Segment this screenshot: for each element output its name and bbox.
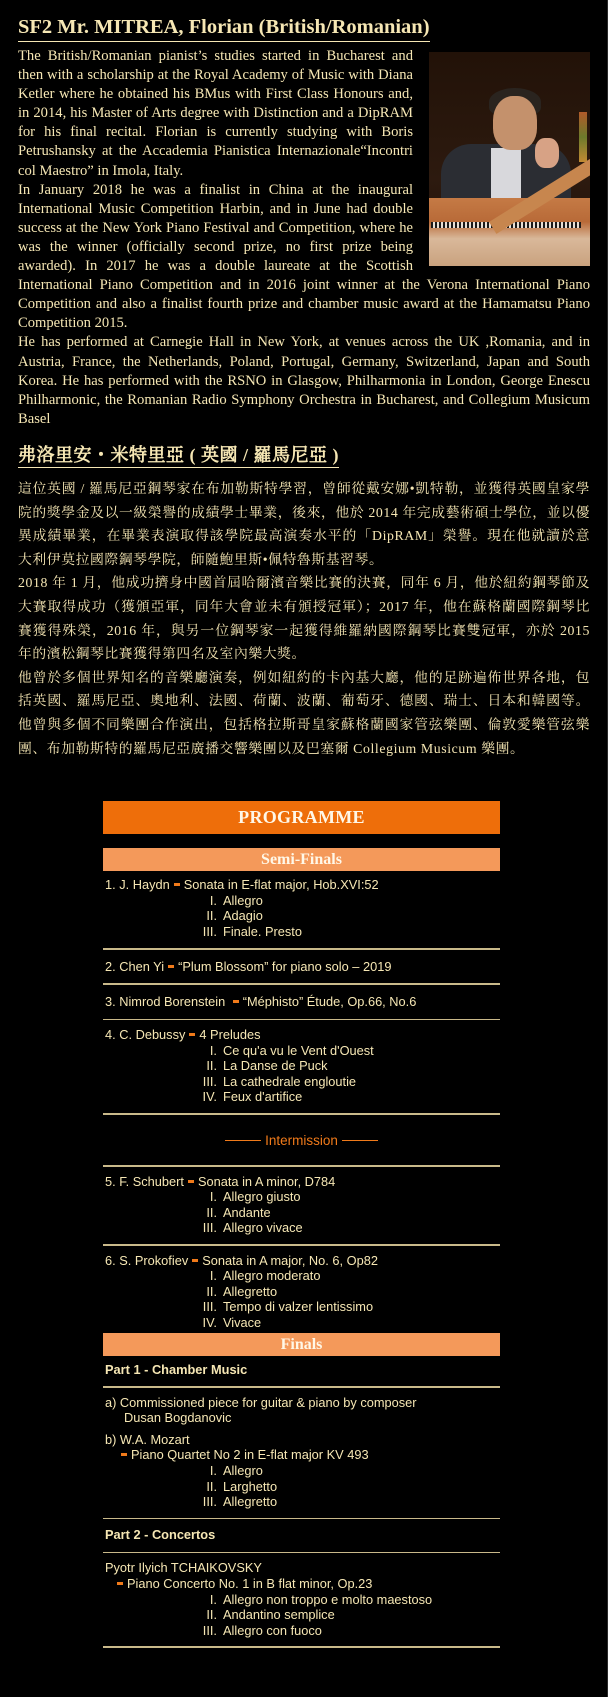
composer-name: Dusan Bogdanovic bbox=[124, 1410, 232, 1426]
separator-line bbox=[103, 1646, 500, 1648]
programme-item bbox=[103, 1020, 500, 1113]
movement: II. La Danse de Puck bbox=[206, 1058, 328, 1074]
chinese-bio-paragraph-2: 2018 年 1 月，他成功擠身中國首屆哈爾濱音樂比賽的決賽，同年 6 月，他於紐約鋼琴節及大賽取得成功（獲頒亞軍，同年大會並未有頒授冠軍）；2017 年，他在蘇格蘭國際鋼琴比賽獲得殊榮，2016 年，與另一位鋼琴家一起獲得維羅納國際鋼琴比賽雙冠軍，亦於 2015 年的濱松鋼琴比賽獲得第四名及室內樂大獎。 bbox=[18, 575, 590, 662]
movement: I. Allegro giusto bbox=[209, 1189, 301, 1205]
programme-item bbox=[103, 985, 500, 1019]
composer-name: 5. F. Schubert bbox=[105, 1173, 184, 1189]
work-title: Sonata in A major, No. 6, Op82 bbox=[202, 1252, 378, 1268]
english-biography bbox=[18, 47, 590, 429]
chinese-bio-paragraph-3: 他曾於多個世界知名的音樂廳演奏，例如紐約的卡內基大廳，他的足跡遍佈世界各地，包括英國、羅馬尼亞、奧地利、法國、荷蘭、波蘭、葡萄牙、德國、瑞士、日本和韓國等。他曾與多個不同樂團合作演出，包括格拉斯哥皇家蘇格蘭國家管弦樂團、倫敦愛樂管弦樂團、布加勒斯特的羅馬尼亞廣播交響樂團以及巴塞爾 Collegium Musicum 樂團。 bbox=[18, 669, 590, 756]
movement: II. Larghetto bbox=[206, 1478, 278, 1494]
semi-finals-title-bar: Semi-Finals bbox=[103, 848, 500, 871]
dash-icon bbox=[174, 883, 180, 886]
programme-item bbox=[103, 871, 500, 948]
programme-item bbox=[103, 1432, 500, 1518]
dash-icon bbox=[188, 1180, 194, 1183]
chinese-biography bbox=[18, 477, 590, 760]
movement: II. Andantino semplice bbox=[206, 1607, 335, 1623]
chinese-bio-paragraph-1: 這位英國 / 羅馬尼亞鋼琴家在布加勒斯特學習，曾師從戴安娜•凱特勒，並獲得英國皇家學院的獎學金及以一級榮譽的成績學士畢業，後來，他於 2014 年完成藝術碩士學位，並以優異成績畢業，在畢業表演取得該學院最高演奏水平的「DipRAM」榮譽。現在他就讀於意大利伊莫拉國際鋼琴學院，師隨鮑里斯•佩特魯斯基習琴。 bbox=[18, 481, 590, 567]
programme-item bbox=[103, 1388, 500, 1432]
dash-icon bbox=[168, 965, 174, 968]
semi-finals-list bbox=[103, 871, 500, 1333]
work-title: Sonata in E-flat major, Hob.XVI:52 bbox=[183, 877, 379, 892]
work-title: 4 Preludes bbox=[199, 1027, 261, 1043]
work-title: Sonata in A minor, D784 bbox=[197, 1173, 336, 1189]
english-name-heading: SF2 Mr. MITREA, Florian (British/Romanian) bbox=[18, 14, 430, 42]
composer-name: 2. Chen Yi bbox=[105, 958, 165, 974]
dash-icon bbox=[233, 1000, 239, 1003]
movement: III. Allegretto bbox=[202, 1494, 278, 1510]
movement: I. Allegro bbox=[209, 892, 263, 908]
movement: I. Allegro non troppo e molto maestoso bbox=[209, 1591, 433, 1607]
movement: I. Allegro bbox=[209, 1462, 263, 1478]
movement: II. Adagio bbox=[206, 908, 263, 924]
chinese-name-heading: 弗洛里安・米特里亞 ( 英國 / 羅馬尼亞 ) bbox=[18, 443, 339, 468]
movement: II. Andante bbox=[206, 1204, 271, 1220]
programme-section bbox=[103, 801, 500, 1648]
english-bio-paragraph-1: The British/Romanian pianist’s studies started in Bucharest and then with a scholarship at the Royal Academy of Music with Diana Ketler where he obtained his BMus with First Class Honours and, in 2014, his Master of Arts degree with Distinction and a DipRAM for his final recital. Florian is currently studying with Boris Petrushansky at the Accademia Pianistica Internazionale“Incontri col Maestro” in Imola, Italy. bbox=[18, 48, 413, 179]
finals-title-bar: Finals bbox=[103, 1333, 500, 1356]
dash-icon bbox=[117, 1582, 123, 1585]
composer-name: 3. Nimrod Borenstein bbox=[105, 993, 229, 1009]
rule-right bbox=[342, 1140, 378, 1141]
composer-name: Pyotr Ilyich TCHAIKOVSKY bbox=[105, 1560, 262, 1576]
work-title: Piano Quartet No 2 in E-flat major KV 493 bbox=[131, 1447, 369, 1463]
programme-item bbox=[103, 1246, 500, 1334]
movement: III. La cathedrale engloutie bbox=[202, 1073, 357, 1089]
dash-icon bbox=[192, 1259, 198, 1262]
programme-title-bar: PROGRAMME bbox=[103, 801, 500, 834]
work-title: “Méphisto” Étude, Op.66, No.6 bbox=[242, 993, 417, 1009]
composer-name: b) W.A. Mozart bbox=[105, 1431, 190, 1447]
composer-name: 6. S. Prokofiev bbox=[105, 1252, 189, 1268]
rule-left bbox=[225, 1140, 261, 1141]
dash-icon bbox=[189, 1033, 195, 1036]
movement: IV. Feux d'artifice bbox=[202, 1089, 303, 1105]
movement: I. Allegro moderato bbox=[209, 1268, 321, 1284]
work-title: a) Commissioned piece for guitar & piano by composer bbox=[105, 1394, 417, 1410]
movement: III. Allegro con fuoco bbox=[202, 1622, 322, 1638]
movement: II. Allegretto bbox=[206, 1283, 278, 1299]
work-title: “Plum Blossom” for piano solo – 2019 bbox=[178, 958, 392, 974]
english-bio-paragraph-2: In January 2018 he was a finalist in China at the inaugural International Music Competition Harbin, and in June had double success at the New York Piano Festival and Competition, where he was the winner (officially second prize, no first prize being awarded). In 2017 he was a double laureate at the Scottish International Piano Competition and in 2016 joint winner at the Verona International Piano Competition and also a finalist fourth prize and chamber music award at the Hamamatsu Piano Competition 2015. bbox=[18, 181, 590, 332]
work-title: Piano Concerto No. 1 in B flat minor, Op.23 bbox=[127, 1575, 373, 1591]
movement: IV. Vivace bbox=[202, 1314, 262, 1330]
finals-list bbox=[103, 1356, 500, 1647]
part-1-heading: Part 1 - Chamber Music bbox=[105, 1362, 248, 1378]
programme-item bbox=[103, 1167, 500, 1244]
english-bio-paragraph-3: He has performed at Carnegie Hall in New York, at venues across the UK ,Romania, and in Austria, France, the Netherlands, Poland, Portugal, Germany, Switzerland, Japan and South Korea. He has performed with the RSNO in Glasgow, Philharmonia in London, George Enescu Philharmonic, the Romanian Radio Symphony Orchestra in Bucharest, and Collegium Musicum Basel bbox=[18, 334, 590, 427]
movement: III. Finale. Presto bbox=[202, 923, 302, 939]
movement: III. Tempo di valzer lentissimo bbox=[202, 1299, 374, 1315]
movement: I. Ce qu'a vu le Vent d'Ouest bbox=[209, 1042, 374, 1058]
movement: III. Allegro vivace bbox=[202, 1220, 303, 1236]
part-2-heading: Part 2 - Concertos bbox=[105, 1527, 216, 1543]
dash-icon bbox=[121, 1453, 127, 1456]
composer-name: 1. J. Haydn bbox=[105, 877, 170, 892]
programme-item bbox=[103, 1553, 500, 1646]
programme-item bbox=[103, 950, 500, 984]
composer-name: 4. C. Debussy bbox=[105, 1027, 186, 1043]
intermission-label: Intermission bbox=[103, 1115, 500, 1166]
